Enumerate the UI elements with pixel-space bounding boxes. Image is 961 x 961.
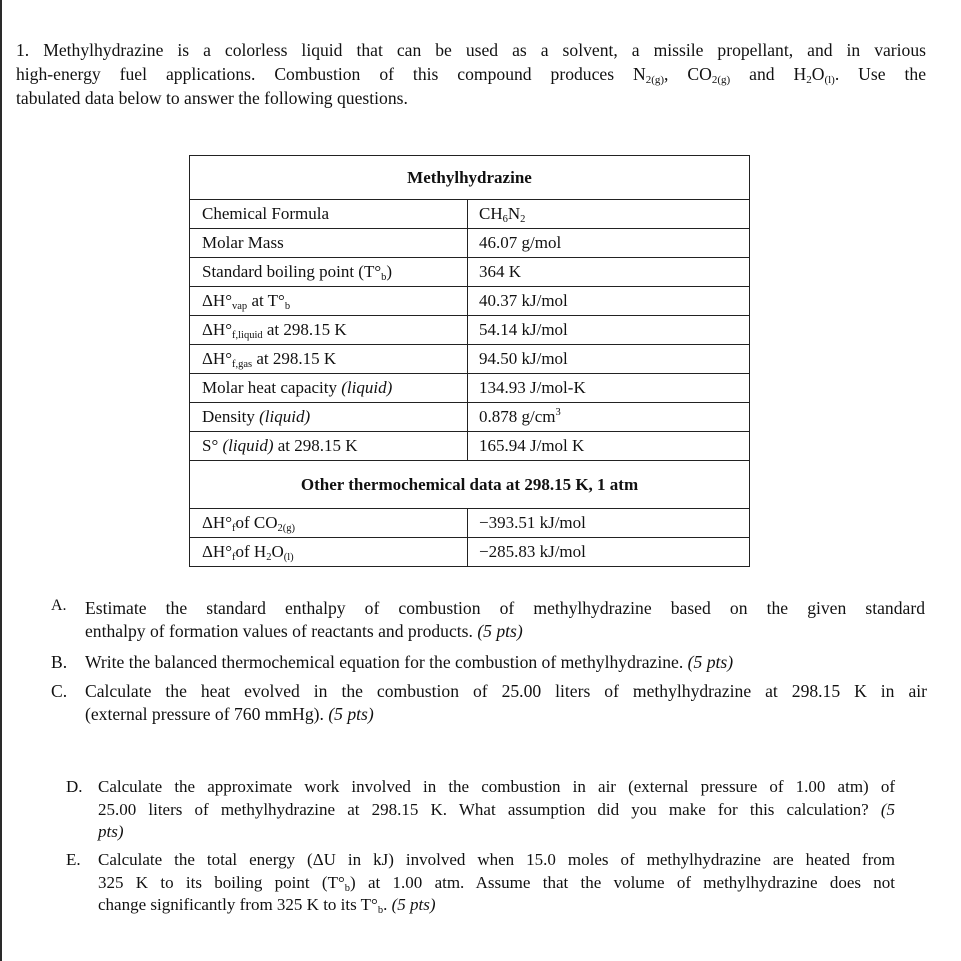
table-title-row — [190, 156, 750, 200]
intro-line-1: 1. Methylhydrazine is a colorless liquid that can be used as a solvent, a missile propellant, and in various — [16, 40, 926, 60]
row-label: $\Delta H^\circ_fof$ $CO_{2(g)}$ — [190, 509, 468, 538]
row-value: −285.83 kJ/mol — [468, 538, 750, 567]
question-text: enthalpy of formation values of reactants and products. (5 pts) — [85, 621, 523, 641]
question-letter: B. — [51, 652, 68, 672]
row-label: Density (liquid) — [190, 403, 468, 432]
table-row — [190, 403, 750, 432]
table-row — [190, 374, 750, 403]
table-row — [190, 538, 750, 567]
row-label: S° (liquid) at 298.15 K — [190, 432, 468, 461]
question-letter: D. — [66, 777, 83, 796]
question-text: Calculate the heat evolved in the combustion of 25.00 liters of methylhydrazine at 298.15 K in air — [85, 681, 927, 701]
question-text: Calculate the approximate work involved in the combustion in air (external pressure of 1.00 atm) of — [98, 777, 895, 796]
row-label: Standard boiling point $(T^\circ_b)$ — [190, 258, 468, 287]
row-value: 54.14 kJ/mol — [468, 316, 750, 345]
left-margin-rule — [0, 0, 2, 961]
row-label: Chemical Formula — [190, 200, 468, 229]
problem-intro — [16, 38, 926, 110]
row-label: $\Delta H^\circ_{vap}$ at $T^\circ_b$ — [190, 287, 468, 316]
question-text: 25.00 liters of methylhydrazine at 298.15 K. What assumption did you make for this calculation? (5 — [98, 799, 895, 819]
question-text: Calculate the total energy (ΔU in kJ) involved when 15.0 moles of methylhydrazine are heated from — [98, 850, 895, 869]
table-row — [190, 287, 750, 316]
question-letter: C. — [51, 681, 68, 701]
row-value: $CH_6N_2$ — [468, 200, 750, 229]
methylhydrazine-data-table — [189, 155, 750, 567]
question-text: pts) — [98, 822, 124, 841]
question-text: Estimate the standard enthalpy of combustion of methylhydrazine based on the given standard — [85, 598, 925, 618]
row-value: 364 K — [468, 258, 750, 287]
table-row — [190, 200, 750, 229]
row-value: 94.50 kJ/mol — [468, 345, 750, 374]
row-label: Molar heat capacity (liquid) — [190, 374, 468, 403]
row-label: Molar Mass — [190, 229, 468, 258]
question-text: 325 K to its boiling point $(T^\circ_b)$ at 1.00 atm. Assume that the volume of methylhydrazine does not — [98, 872, 895, 894]
question-letter: E. — [66, 850, 81, 869]
table-row — [190, 316, 750, 345]
table-title: Methylhydrazine — [190, 156, 750, 200]
row-label: $\Delta H^\circ_{f,liquid}$ at 298.15 K — [190, 316, 468, 345]
other-data-title-row — [190, 461, 750, 509]
question-text: change significantly from 325 K to its $T^\circ_b$. (5 pts) — [98, 895, 436, 916]
intro-line-3: tabulated data below to answer the following questions. — [16, 88, 408, 108]
row-label: $\Delta H^\circ_fof$ $H_2O_{(l)}$ — [190, 538, 468, 567]
question-text: (external pressure of 760 mmHg). (5 pts) — [85, 704, 374, 724]
row-value: 46.07 g/mol — [468, 229, 750, 258]
table-row — [190, 509, 750, 538]
row-value: 0.878 $g/cm^3$ — [468, 403, 750, 432]
row-label: $\Delta H^\circ_{f,gas}$ at 298.15 K — [190, 345, 468, 374]
row-value: 40.37 kJ/mol — [468, 287, 750, 316]
table-row — [190, 345, 750, 374]
table-row — [190, 432, 750, 461]
table-row — [190, 258, 750, 287]
row-value: −393.51 kJ/mol — [468, 509, 750, 538]
row-value: 165.94 J/mol K — [468, 432, 750, 461]
intro-line-2: high-energy fuel applications. Combustion of this compound produces $N_{2(g)}$, $CO_{2(g)}$ and $H_2O_{(l)}$. Use the — [16, 64, 926, 86]
question-letter: A. — [51, 597, 67, 614]
other-data-title: Other thermochemical data at 298.15 K, 1 atm — [190, 461, 750, 509]
question-text: Write the balanced thermochemical equation for the combustion of methylhydrazine. (5 pts) — [85, 652, 734, 672]
table-row — [190, 229, 750, 258]
row-value: 134.93 J/mol-K — [468, 374, 750, 403]
